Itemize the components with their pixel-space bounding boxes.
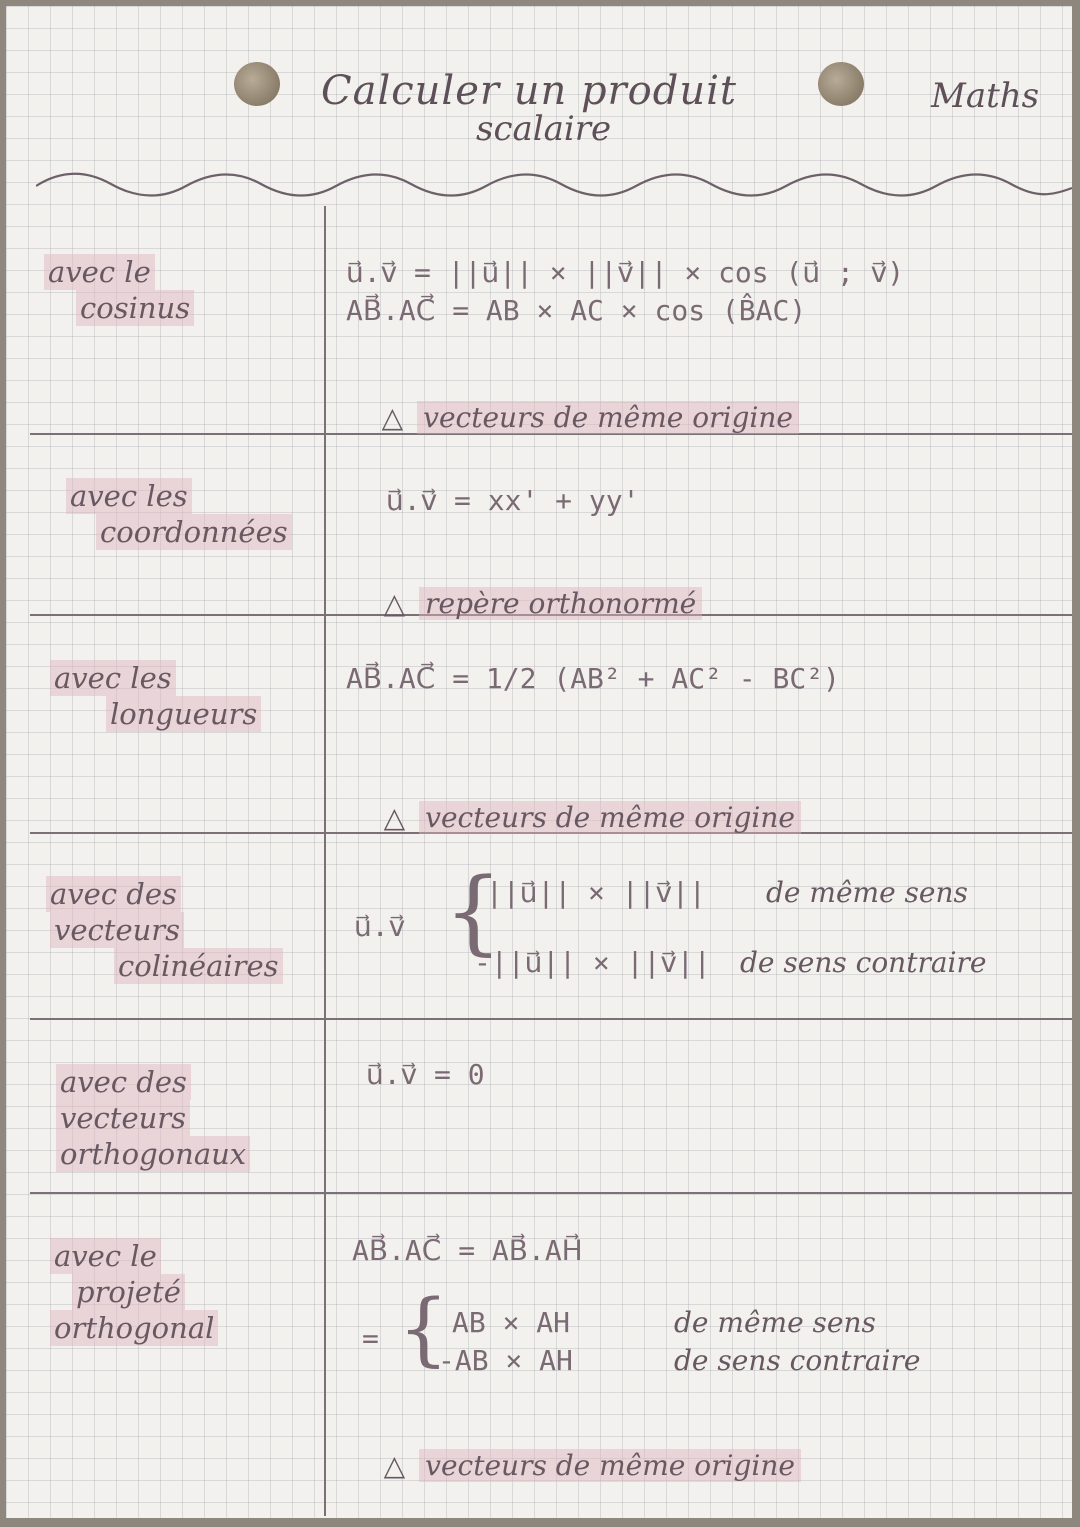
table-row-divider: [30, 1018, 1072, 1020]
formula-scalar-orthogonal: u⃗.v⃗ = 0: [366, 1058, 485, 1091]
row-label-coordonnees: avec les coordonnées: [66, 478, 292, 550]
case-expression: ||u⃗|| × ||v⃗||: [486, 876, 706, 909]
warning-icon: △: [383, 801, 406, 834]
formula-scalar-cosine: u⃗.v⃗ = ||u⃗|| × ||v⃗|| × cos (u⃗ ; v⃗): [346, 256, 905, 289]
row-note: △ repère orthonormé: [348, 554, 702, 653]
case-expression: -AB × AH: [438, 1344, 573, 1377]
row-note: △ vecteurs de même origine: [348, 768, 801, 867]
case-condition: de même sens: [766, 876, 968, 909]
formula-scalar-lengths: AB⃗.AC⃗ = 1/2 (AB² + AC² - BC²): [346, 662, 840, 695]
row-note: △ vecteurs de même origine: [348, 1416, 801, 1515]
row-label-projete: avec le projeté orthogonal: [50, 1238, 218, 1346]
binder-hole: [234, 62, 280, 106]
warning-icon: △: [381, 401, 404, 434]
case-condition: de sens contraire: [674, 1344, 921, 1377]
case-condition: de même sens: [674, 1306, 876, 1339]
formula-scalar-coordinates: u⃗.v⃗ = xx' + yy': [386, 484, 640, 517]
table-column-divider: [324, 206, 326, 1516]
row-note: △ vecteurs de même origine: [346, 368, 799, 467]
case-condition: de sens contraire: [740, 946, 987, 979]
brace: {: [444, 858, 503, 965]
brace: {: [398, 1282, 449, 1375]
table-row-divider: [30, 1192, 1072, 1194]
page-title-line-2: scalaire: [476, 109, 612, 149]
case-expression: AB × AH: [452, 1306, 571, 1339]
subject-label: Maths: [931, 76, 1040, 116]
wavy-divider: [36, 166, 1072, 206]
case-expression: -||u⃗|| × ||v⃗||: [474, 946, 711, 979]
warning-icon: △: [383, 587, 406, 620]
warning-icon: △: [383, 1449, 406, 1482]
row-label-orthogonaux: avec des vecteurs orthogonaux: [56, 1064, 250, 1172]
equals-sign: =: [362, 1322, 379, 1355]
formula-scalar-colinear: u⃗.v⃗: [354, 910, 406, 943]
formula-scalar-projection: AB⃗.AC⃗ = AB⃗.AH⃗: [352, 1234, 583, 1267]
notebook-page: [6, 6, 1072, 1518]
row-label-colineaires: avec des vecteurs colinéaires: [46, 876, 283, 984]
binder-hole: [818, 62, 864, 106]
row-label-longueurs: avec les longueurs: [50, 660, 261, 732]
row-label-cosinus: avec le cosinus: [44, 254, 194, 326]
page-title-line-1: Calculer un produit: [321, 68, 737, 114]
formula-scalar-cosine-points: AB⃗.AC⃗ = AB × AC × cos (B̂AC): [346, 294, 807, 327]
